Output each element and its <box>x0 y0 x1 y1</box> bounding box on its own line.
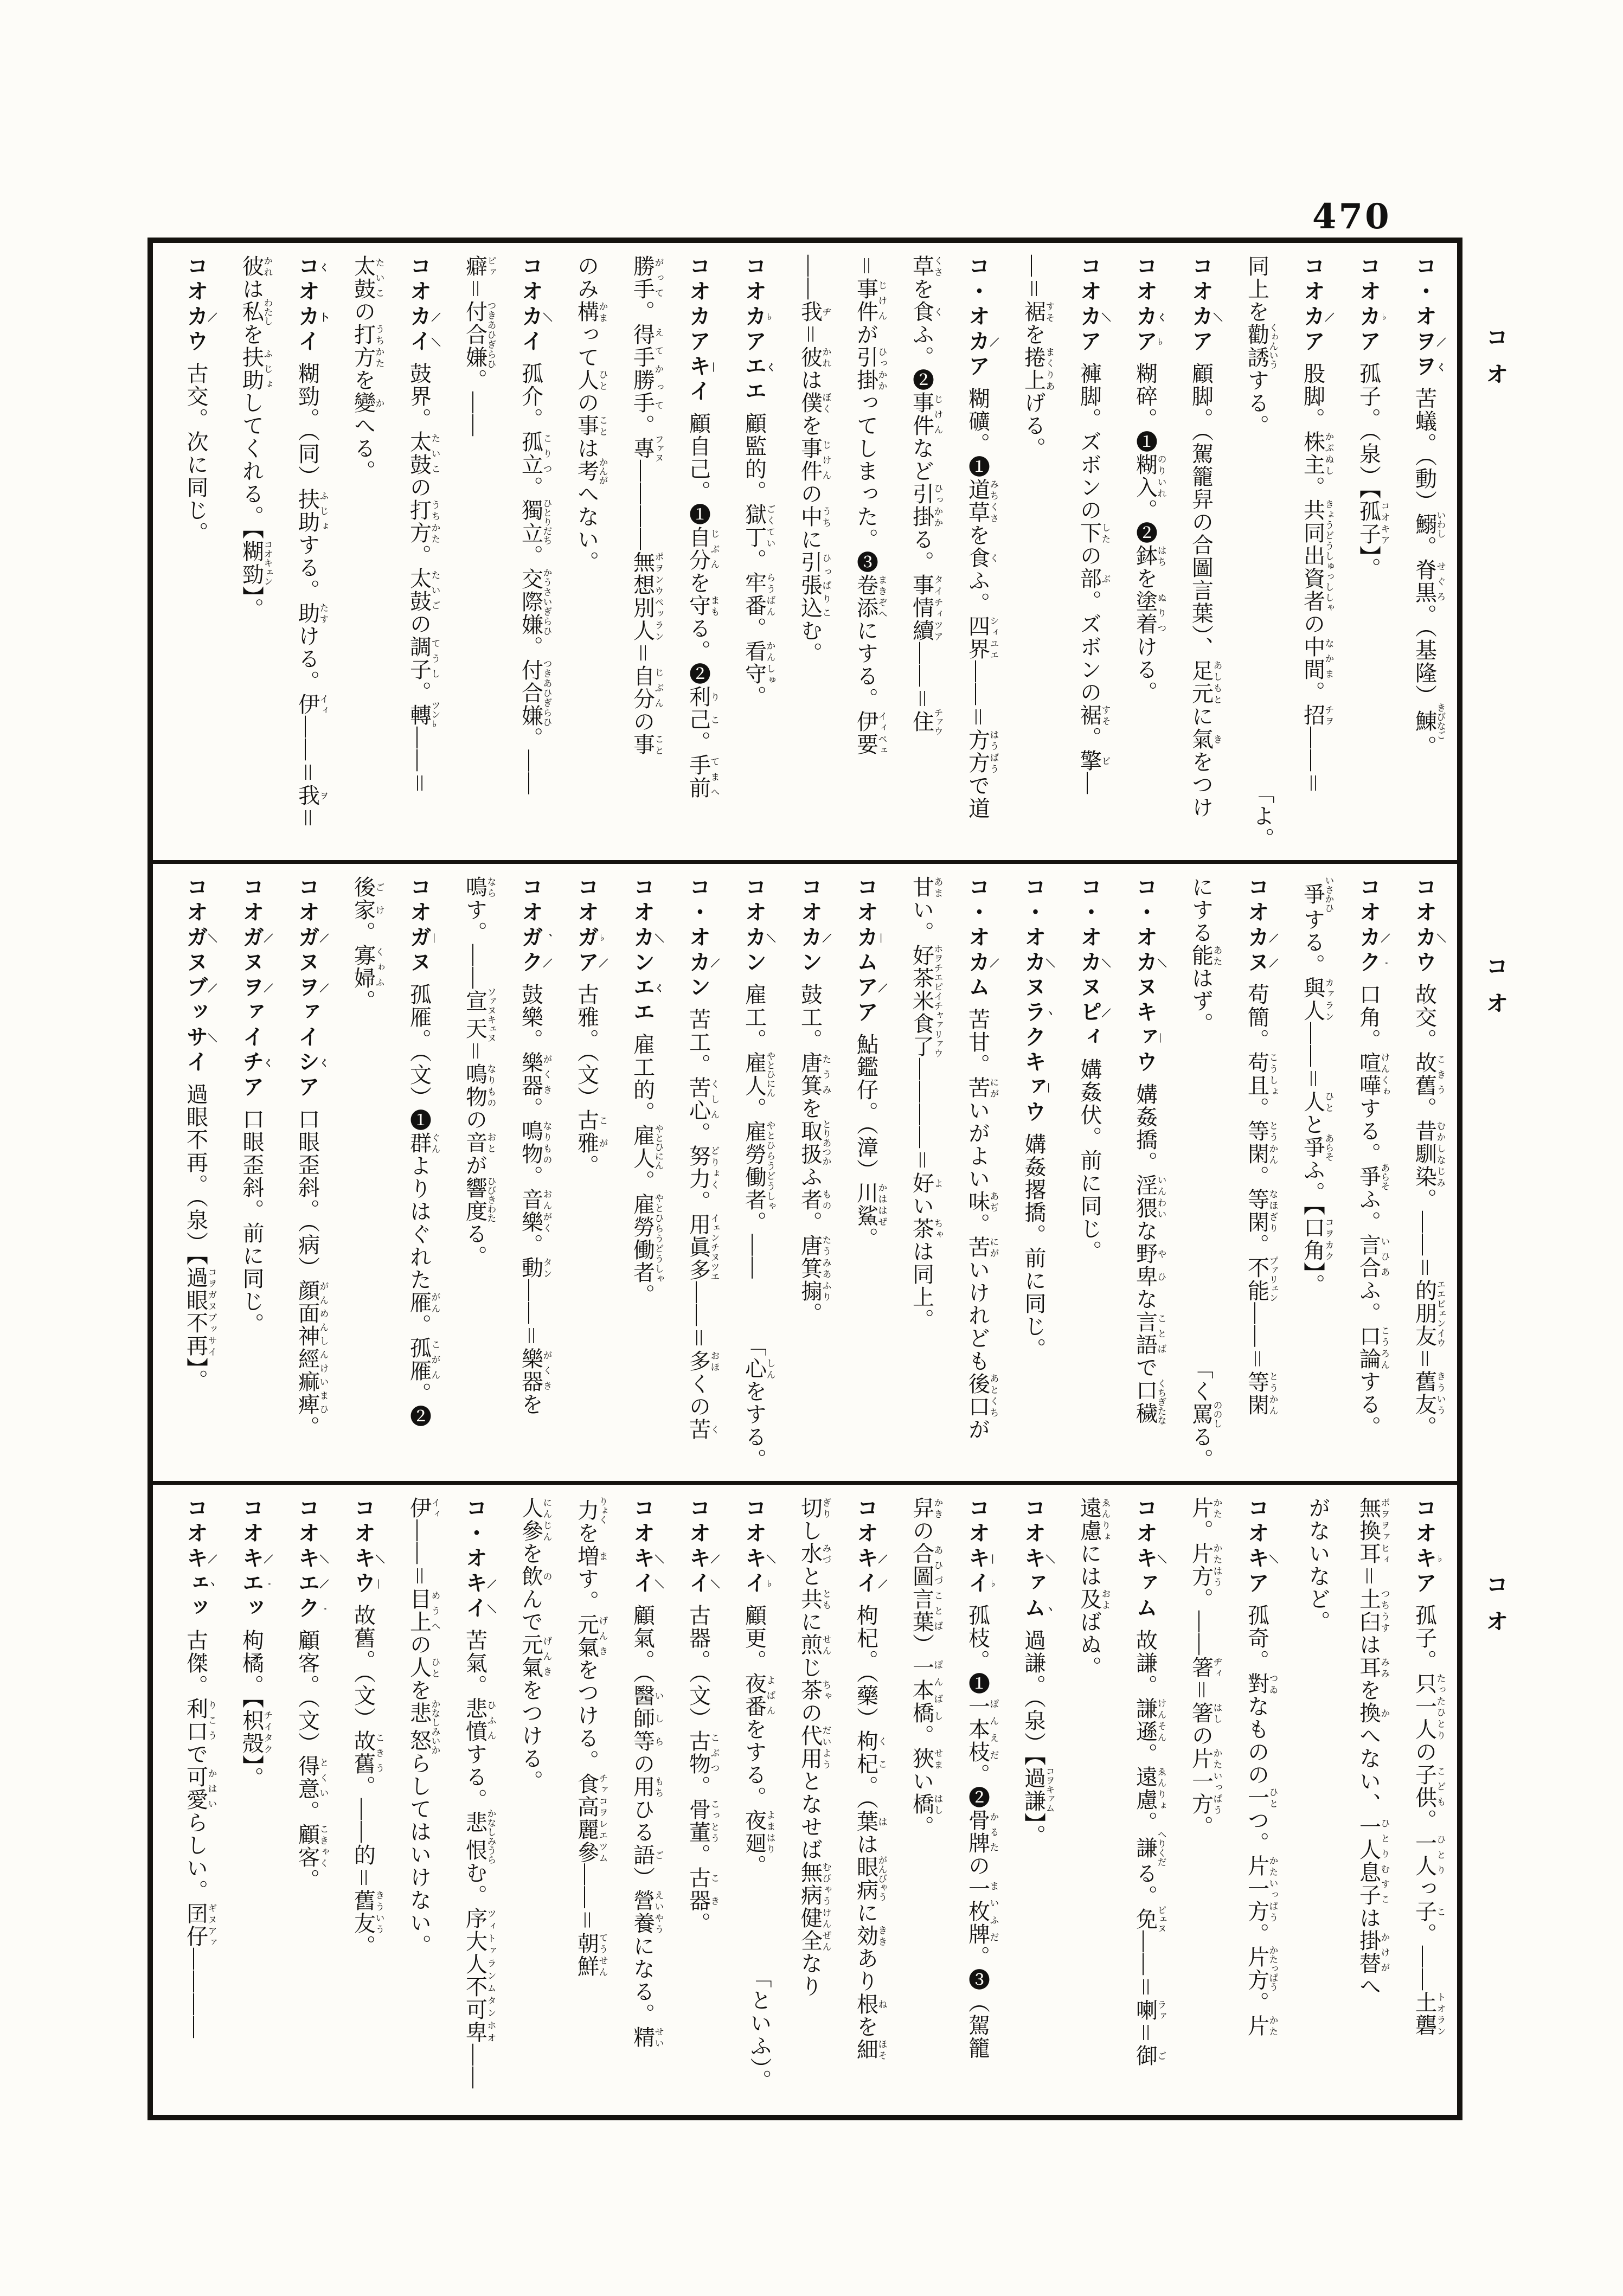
dictionary-column <box>688 1497 719 2092</box>
dictionary-column <box>632 876 663 1471</box>
section-divider <box>153 1481 1457 1485</box>
dictionary-column <box>1023 1497 1054 2092</box>
dictionary-column <box>1358 876 1389 1471</box>
dictionary-frame <box>147 238 1462 2120</box>
definition-text: ―＝裾すそを捲上まくりあげる。 <box>1021 255 1055 460</box>
definition-text: 孤子。只一人たったひとりの子供こども。一人ひとりっ子こ。――土礱トオラン <box>1412 1604 1446 2037</box>
definition-text: にする能あたはず。 <box>1189 876 1222 1035</box>
headword: コオキ＼イ＼ <box>630 1497 664 1596</box>
definition-text: 枸杞。（藥）枸杞くこ。（葉はは眼病がんびゃうに効ききあり根ねを細ほそ <box>854 1604 887 2061</box>
headword: コオキ＼ア <box>1244 1497 1278 1596</box>
overflow-note: 「よ。 <box>1250 782 1274 850</box>
headword: コオカ／ン <box>798 876 831 976</box>
dictionary-column <box>688 255 719 850</box>
definition-text: 孤奇。對つゐなものの一ひとつ。片一方かたいっぱう。片方かたっぱう。片かた <box>1244 1604 1278 2037</box>
headword: コオカ―ムア／ア <box>854 876 887 1025</box>
headword: コオキ／ェヽッ <box>183 1497 217 1621</box>
dictionary-column <box>688 876 719 1471</box>
dictionary-column <box>1190 876 1222 1471</box>
dictionary-column <box>297 876 328 1471</box>
definition-text: 孤子。（泉）【孤子コオキア】。 <box>1356 362 1390 580</box>
definition-text: 顧自己。❶自分じぶんを守まもる。❷利己りこ。手前てまへ <box>686 412 720 799</box>
dictionary-column <box>408 876 440 1471</box>
headword: コオキ＼ウ― <box>351 1497 384 1596</box>
definition-text: 舁かきの合圖言葉あひづことば）一本橋ぽんばし。狹せまい橋はし。 <box>909 1497 943 1838</box>
dictionary-column <box>1079 255 1110 850</box>
headword: コ・オカ＼ヌキァ―ウ <box>1133 876 1166 1075</box>
headword: コオガ＼ヌブ／ッサ＼イ <box>183 876 217 1075</box>
dictionary-column <box>743 1497 775 2092</box>
headword: コオカアキ―イ <box>686 255 720 405</box>
dictionary-column <box>352 255 384 850</box>
dictionary-column <box>911 1497 942 2092</box>
dictionary-column <box>1079 876 1110 1471</box>
definition-text: 口角。喧嘩けんくゎする。爭あらそふ。言合いひあふ。口論こうろんする。 <box>1356 983 1390 1439</box>
definition-text: 伊イィ――＝目上めうへの人ひとを悲怒かなしみいからしてはいけない。 <box>407 1497 440 1957</box>
headword: コ・オヲ／ヲく <box>1412 255 1446 380</box>
headword: コオキ＼ァムヽ <box>1021 1497 1055 1621</box>
definition-text: 苦工。苦心くしん。努力どりょく。用眞多イェンチヌツエ――＝多おほくの苦く <box>686 1008 720 1441</box>
definition-text: 力りょくを増ます。元氣げんきをつける。食高麗參チァコヲレエツム――＝朝鮮てうせん <box>574 1497 608 1978</box>
dictionary-column <box>632 255 663 850</box>
headword: コオカ＼ン <box>742 876 775 976</box>
definition-text: 故謙。謙遜けんそん。遠慮ゑんりょ。謙へりくだる。免ピェヌ――＝喇ラァ＝御ご <box>1133 1629 1166 2067</box>
definition-text: 孤介。孤立こりつ。獨立ひとりだち。交際嫌かうさいぎらひ。付合嫌つきあひぎらひ。―― <box>518 362 552 796</box>
definition-text: 古交。次に同じ。 <box>184 362 208 544</box>
dictionary-column <box>241 876 272 1471</box>
definition-text: 片かた。片方かたはう。――箸ヂィ＝箸はしの片一方かたいっぱう。 <box>1189 1497 1222 1838</box>
definition-text: 顧氣。（醫師等いしらの用もちひる語ご）營養えいやうになる。精せい <box>630 1604 664 2049</box>
definition-text: 雇工。雇人やとひにん。雇勞働者やとひらうどうしゃ。―― <box>742 983 775 1280</box>
dictionary-column <box>576 1497 607 2092</box>
dictionary-column <box>185 255 216 850</box>
headword: コ・オカ／ア <box>965 255 999 380</box>
headword: コオキ＼エ／ク' <box>295 1497 329 1621</box>
dictionary-column <box>1134 1497 1166 2092</box>
headword: コオガ／ヌヲ／ァイチくア <box>240 876 273 1100</box>
dictionary-column <box>241 255 272 850</box>
definition-text: 苦蟻。（動）鰯いわし。脊黒せぐろ。（基隆）鯟きびなご。 <box>1412 387 1446 758</box>
dictionary-column <box>576 255 607 850</box>
headword: コオガ／ヌヲ／ァイシくア <box>295 876 329 1100</box>
dictionary-column <box>297 1497 328 2092</box>
definition-text: 口眼歪斜。（病）顔面神經痲痺がんめんしんけいまひ。 <box>295 1108 329 1439</box>
definition-text: 鳴ならす。――宣天ソァヌキェヌ＝鳴物なりものの音おとが響度ひびきわたる。 <box>463 876 496 1268</box>
headword: コオカ／ア <box>1300 255 1334 355</box>
headword: コオカ／イ＼ <box>407 255 440 355</box>
definition-text: 顧更。夜番よばんをする。夜廻よまはり。 <box>742 1604 775 1877</box>
definition-text: 古傑。利口りこうで可愛かはいらしい。囝仔ギヌアァ―――― <box>183 1629 217 2039</box>
definition-text: 鼓工。唐箕たうみを取扱とりあつかふ者もの。唐箕搧たうみあふり。 <box>798 983 831 1325</box>
headword: コオキ＼ァム <box>1133 1497 1166 1621</box>
definition-text: 過謙。（泉）【過謙コヲキァム】。 <box>1021 1629 1055 1848</box>
headword: コオキ＼イ♭ <box>742 1497 775 1596</box>
definition-text: 孤枝。❶一本枝ぽんえだ。❷骨牌かるたの一枚牌まいふだ。❸（駕籠 <box>965 1604 999 2060</box>
definition-text: のみ構かまって人ひとの事ことは考かんがへない。 <box>574 255 608 574</box>
headword: コオカくア♭ <box>1133 255 1166 355</box>
headword: コオカ♭ア <box>1356 255 1390 355</box>
headword: コオカ／ク' <box>1356 876 1390 976</box>
dictionary-column <box>1358 255 1389 850</box>
definition-text: 彼かれは私わたしを扶助ふじょしてくれる。【糊勁コオキェン】。 <box>239 255 273 621</box>
definition-text: 枸橘。【枳殻チイタク】。 <box>239 1629 273 1790</box>
dictionary-column <box>520 255 551 850</box>
dictionary-column <box>408 255 440 850</box>
dictionary-column <box>799 255 831 850</box>
definition-text: 勝手がって。得手勝手えてかって。專ファヌ――――無想別人ポヲンウペッラン＝自分じぶんの事こと <box>630 255 664 756</box>
definition-text: 雇工的。雇人やとひにん。雇勞働者やとひらうどうしゃ。 <box>630 1033 664 1307</box>
definition-text: 故交。故舊こきう。昔馴染むかしなじみ。――＝的朋友エエピェンイウ＝舊友きういう。 <box>1412 983 1446 1439</box>
definition-text: 苦氣。悲憤ひふんする。悲恨かなしみうらむ。序大人不可卑ツィトァランムタンホオ―― <box>463 1629 496 2089</box>
dictionary-column <box>1246 876 1278 1471</box>
section-divider <box>153 860 1457 864</box>
dictionary-column <box>464 876 496 1471</box>
dictionary-column <box>1302 255 1333 850</box>
dictionary-column <box>799 1497 831 2092</box>
headword: コ・オキ／イ＼ <box>463 1497 496 1621</box>
dictionary-column <box>911 876 942 1471</box>
margin-guide-middle: コオ <box>1483 954 1509 1028</box>
definition-text: 褲脚。ズボンの下したの部ぶ。ズボンの裾すそ。擎ピ― <box>1077 362 1111 795</box>
dictionary-column <box>855 1497 887 2092</box>
headword: コオカ＼ア <box>1189 255 1222 355</box>
definition-text: 遠慮ゑんりょには及およばぬ。 <box>1077 1497 1111 1679</box>
dictionary-column <box>1134 876 1166 1471</box>
definition-text: 鼓樂。樂器がくき。鳴物なりもの。音樂おんがく。動タン――＝樂器がくきを <box>518 983 552 1416</box>
dictionary-column <box>1358 1497 1389 2092</box>
overflow-note: 「心しんをする。 <box>742 1335 775 1471</box>
dictionary-column <box>464 255 496 850</box>
definition-text: 糊勁。（同）扶助ふじょする。助たすける。伊イィ――＝我ヲ＝ <box>295 362 329 830</box>
dictionary-column <box>799 876 831 1471</box>
dictionary-column <box>520 1497 551 2092</box>
dictionary-column <box>297 255 328 850</box>
margin-guide-top: コオ <box>1483 325 1509 399</box>
headword: コオガ、ク／ <box>518 876 552 976</box>
definition-text: ――我ヂ＝彼かれは僕ぼくを事件じけんの中うちに引張込ひっぱりこむ。 <box>798 255 831 665</box>
definition-text: 後家ごけ。寡婦くゎふ。 <box>351 876 384 1012</box>
dictionary-column <box>576 876 607 1471</box>
definition-text: 顧脚。（駕籠舁の合圖言葉）、足元あしもとに氣きをつけ <box>1189 362 1222 819</box>
dictionary-section-middle <box>153 864 1460 1481</box>
dictionary-column <box>241 1497 272 2092</box>
dictionary-column <box>743 876 775 1471</box>
definition-text: 口眼歪斜。前に同じ。 <box>240 1108 264 1336</box>
definition-text: 切ぎりし水みづと共ともに煎せんじ茶ちゃの代用だいようとなせば無病健全むびゃうけんぜんなり <box>798 1497 831 1998</box>
headword: コオカ＼ウ <box>1412 876 1446 976</box>
headword: コオカ／ウ <box>184 255 217 355</box>
definition-text: 故舊。（文）故舊こきう。――的＝舊友きういう。 <box>351 1604 384 1958</box>
definition-text: 糊礦。❶道草みちくさを食くふ。四界シィユエ――＝方方はうばうで道 <box>965 387 999 820</box>
dictionary-column <box>185 1497 216 2092</box>
dictionary-column <box>1190 1497 1222 2092</box>
definition-text: 鮎鑑仔。（漳）川鯊かははぜ。 <box>854 1033 887 1250</box>
headword: コオキ／イ／ <box>854 1497 887 1596</box>
headword: コ・オカ＼ヌピ／ィ <box>1077 876 1111 1050</box>
dictionary-column <box>855 876 887 1471</box>
headword: コオキ♭ア <box>1412 1497 1446 1596</box>
definition-text: 過眼不再。（泉）【過眼不再コヲガヌブッサイ】。 <box>183 1083 217 1392</box>
definition-text: 孤雁。（文）❶群ぐんよりはぐれた雁がん。孤雁こがん。❷ <box>407 983 440 1428</box>
definition-text: 爭いさかひする。與人カァラン――＝人ひとと爭あらそふ。【口角コヲカク】。 <box>1300 876 1334 1297</box>
dictionary-column <box>1023 876 1054 1471</box>
margin-guide-bottom: コオ <box>1483 1573 1509 1646</box>
dictionary-column <box>967 1497 998 2092</box>
definition-text: 人參にんじんを飲のんで元氣げんきをつける。 <box>518 1497 552 1793</box>
dictionary-column <box>743 255 775 850</box>
dictionary-column <box>352 876 384 1471</box>
dictionary-column <box>1414 255 1445 850</box>
dictionary-section-top <box>153 243 1460 860</box>
definition-text: 同上を勸誘くゎんいうする。 <box>1244 255 1278 438</box>
headword: コ・オカ／ン <box>686 876 720 1001</box>
headword: コくオカ卜イ <box>295 255 329 355</box>
headword: コオカ＼ア <box>1077 255 1111 355</box>
headword: コオキ／イ＼ <box>686 1497 720 1596</box>
headword: コオカ＼イ <box>518 255 552 355</box>
definition-text: 媾姦伏。前に同じ。 <box>1077 1058 1102 1263</box>
dictionary-column <box>1023 255 1054 850</box>
headword: コオキ／エ'ッ <box>239 1497 273 1621</box>
headword: コオガ―ヌ <box>407 876 440 976</box>
headword: コオカ／ヌ／ <box>1244 876 1278 976</box>
definition-text: 古器。（文）古物こぶつ。骨董こっとう。古器こき。 <box>686 1604 720 1935</box>
headword: コオガ♭ア／ <box>574 876 608 976</box>
overflow-note: 「く罵ののしる。 <box>1189 1357 1222 1471</box>
definition-text: 顧客。（文）得意とくい。顧客こきゃく。 <box>295 1629 329 1891</box>
dictionary-column <box>408 1497 440 2092</box>
dictionary-column <box>855 255 887 850</box>
definition-text: ＝事件じけんが引掛ひっかかってしまった。❸卷添まきぞへにする。伊要イィペェ <box>854 255 887 756</box>
definition-text: 甘あまい。好茶米食了ホヲチエピイチャァリァウ――――＝好よい茶ちゃは同上。 <box>909 876 943 1331</box>
dictionary-column <box>1302 876 1333 1471</box>
headword: コオカ＼ンエくエ <box>630 876 664 1025</box>
dictionary-column <box>632 1497 663 2092</box>
definition-text: がないなど。 <box>1306 1497 1330 1633</box>
definition-text: 無換耳ボヲヲァヒィ＝土臼つちうすは耳みみを換かへない、一人息子ひとりむすこは掛替かけがへ <box>1356 1497 1390 1998</box>
dictionary-column <box>1134 255 1166 850</box>
definition-text: 苦甘。苦にがいがよい味あぢ。苦にがいけれども後口あとくちが <box>965 1008 999 1441</box>
definition-text: 媾姦撂撟。前に同じ。 <box>1022 1133 1046 1361</box>
definition-text: 古雅。（文）古雅こが。 <box>574 983 608 1177</box>
headword: コ・オカ／ム <box>965 876 999 1001</box>
dictionary-column <box>1079 1497 1110 2092</box>
definition-text: 顧監的。獄丁ごくてい。牢番らうばん。看守かんしゅ。 <box>742 412 775 708</box>
dictionary-column <box>1414 1497 1445 2092</box>
dictionary-column <box>1246 1497 1278 2092</box>
definition-text: 太鼓たいこの打方うちかたを變かへる。 <box>351 255 384 483</box>
dictionary-column <box>911 255 942 850</box>
definition-text: 鼓界。太鼓たいこの打方うちかた。太鼓たいごの調子てうし。轉ツン♭――＝ <box>407 362 440 795</box>
dictionary-column <box>1246 255 1278 850</box>
dictionary-column <box>1302 1497 1333 2092</box>
page-number: 470 <box>1312 196 1391 237</box>
overflow-note: 「といふ）。 <box>747 1966 772 2092</box>
dictionary-column <box>1414 876 1445 1471</box>
headword: コ・オカ＼ヌラヽクキァ―ウ <box>1022 876 1055 1125</box>
definition-text: 股脚。株主かぶぬし。共同出資者きょうどうしゅっししゃの中間なかま。招チヲ――＝ <box>1300 362 1334 795</box>
dictionary-section-bottom <box>153 1485 1460 2102</box>
dictionary-column <box>520 876 551 1471</box>
dictionary-column <box>464 1497 496 2092</box>
dictionary-column <box>352 1497 384 2092</box>
definition-text: 癖ピァ＝付合嫌つきあひぎらひ。―― <box>463 255 496 437</box>
headword: コオキ―イ♭ <box>965 1497 999 1596</box>
headword: コオカ♭アエくエ <box>742 255 775 405</box>
definition-text: 媾姦撟。淫猥いんわいな野卑やひな言語ことばで口穢くちぎたな <box>1133 1083 1166 1425</box>
dictionary-column <box>967 876 998 1471</box>
dictionary-column <box>1190 255 1222 850</box>
dictionary-column <box>967 255 998 850</box>
definition-text: 苟簡。苟且こうしょ。等閑とうかん。等閑なほざり。不能プァリェン――＝等閑とうかん <box>1244 983 1278 1416</box>
definition-text: 草くさを食くふ。❷事件じけんなど引掛ひっかかる。事情續タイチィツア――＝住チァウ <box>909 255 943 736</box>
dictionary-column <box>185 876 216 1471</box>
definition-text: 糊碎。❶糊入のりいれ。❷鉢はちを塗着ぬりつける。 <box>1133 362 1166 704</box>
